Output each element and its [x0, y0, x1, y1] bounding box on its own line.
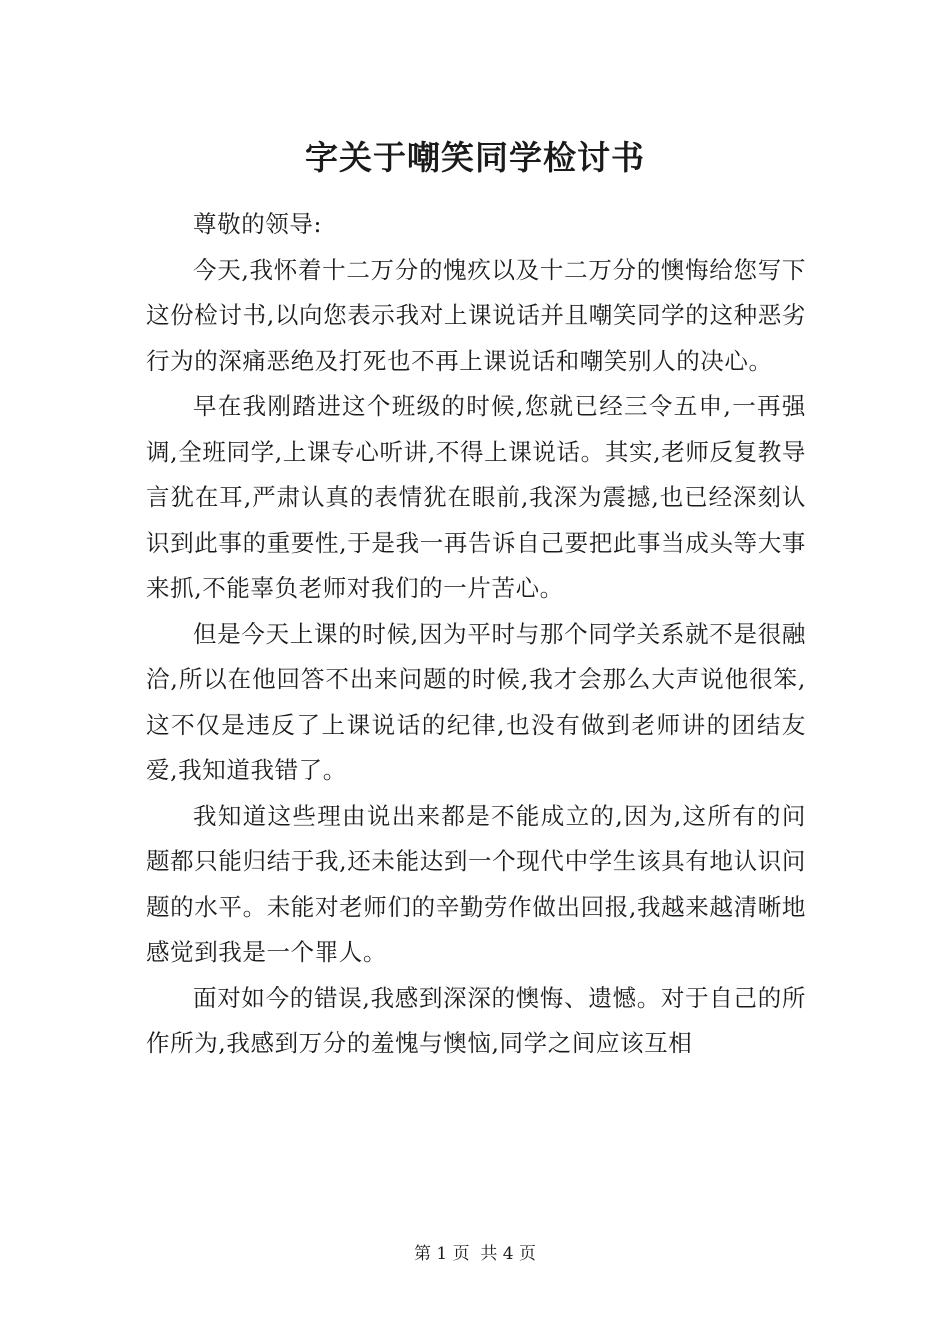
paragraph-3: 但是今天上课的时候,因为平时与那个同学关系就不是很融洽,所以在他回答不出来问题的时候,我才会那么大声说他很笨,这不仅是违反了上课说话的纪律,也没有做到老师讲的团结友爱,我知道我错了。: [146, 619, 806, 784]
document-title: 字关于嘲笑同学检讨书: [305, 138, 645, 177]
page-number-footer: 第 1 页 共 4 页: [413, 1244, 537, 1264]
paragraph-2: 早在我刚踏进这个班级的时候,您就已经三令五申,一再强调,全班同学,上课专心听讲,不得上课说话。其实,老师反复教导言犹在耳,严肃认真的表情犹在眼前,我深为震撼,也已经深刻认识到此事的重要性,于是我一再告诉自己要把此事当成头等大事来抓,不能辜负老师对我们的一片苦心。: [146, 392, 806, 602]
salutation: 尊敬的领导:: [193, 210, 323, 238]
paragraph-5: 面对如今的错误,我感到深深的懊悔、遗憾。对于自己的所作所为,我感到万分的羞愧与懊恼,同学之间应该互相: [146, 983, 806, 1057]
document-body: [146, 202, 806, 1067]
paragraph-1: 今天,我怀着十二万分的愧疚以及十二万分的懊悔给您写下这份检讨书,以向您表示我对上课说话并且嘲笑同学的这种恶劣行为的深痛恶绝及打死也不再上课说话和嘲笑别人的决心。: [146, 255, 806, 375]
paragraph-4: 我知道这些理由说出来都是不能成立的,因为,这所有的问题都只能归结于我,还未能达到一个现代中学生该具有地认识问题的水平。未能对老师们的辛勤劳作做出回报,我越来越清晰地感觉到我是一个罪人。: [146, 801, 806, 966]
